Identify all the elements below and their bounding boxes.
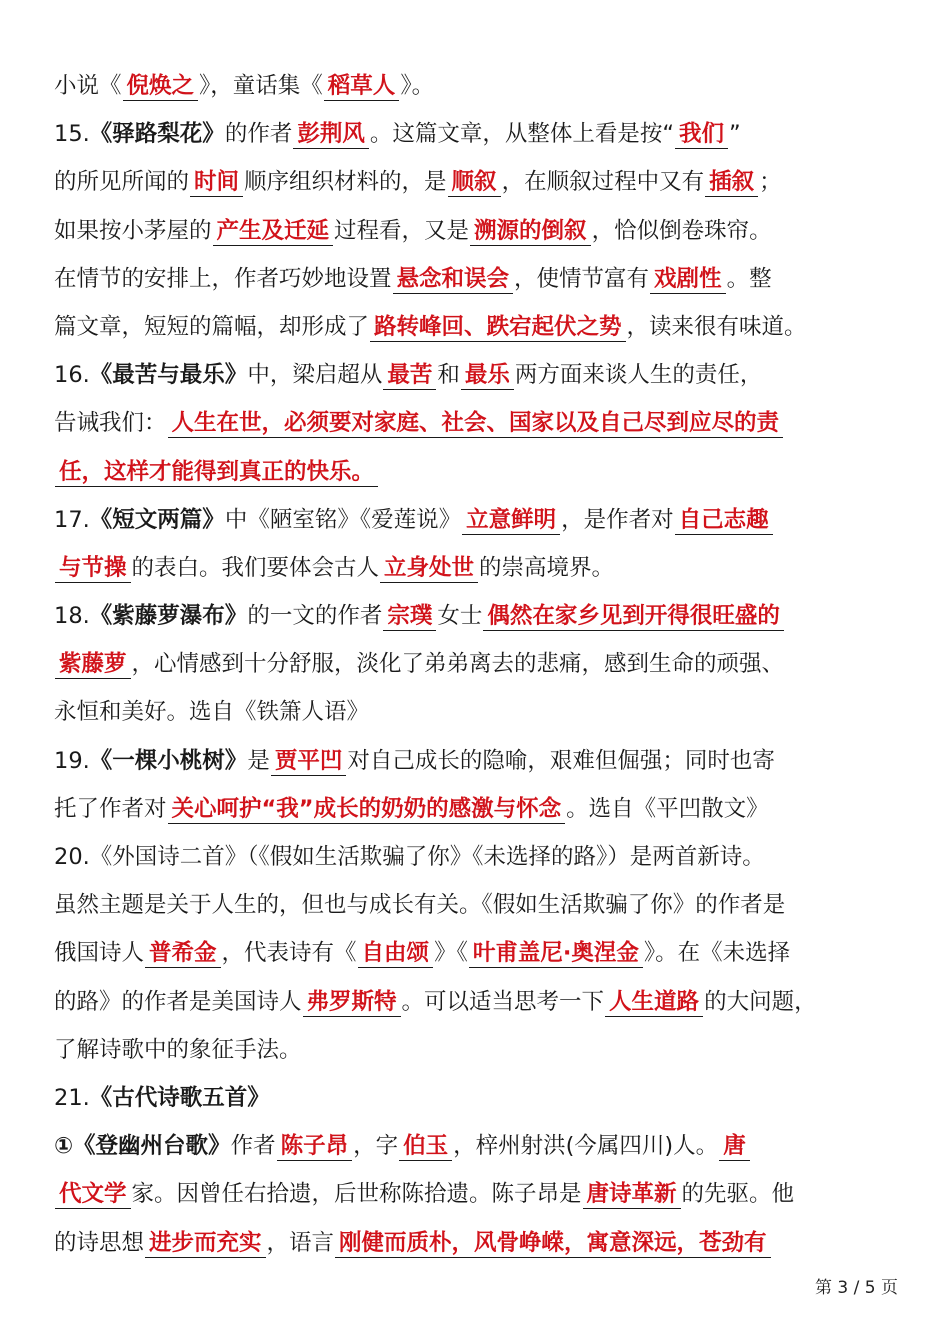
- body-text: 作者: [230, 1133, 276, 1160]
- title-text: 《紫藤萝瀑布》: [89, 603, 248, 630]
- text-line: [54, 62, 898, 110]
- text-line: [54, 688, 898, 736]
- body-text: 中，梁启超从: [247, 362, 383, 389]
- body-text: ，使情节富有: [514, 265, 650, 292]
- answer-blank: 伯玉: [399, 1132, 452, 1161]
- body-text: 19.: [54, 747, 90, 774]
- body-text: ，心情感到十分舒服，淡化了弟弟离去的悲痛，感到生命的顽强、: [131, 651, 785, 678]
- body-text: 16.: [54, 362, 90, 389]
- body-text: 18.: [54, 603, 90, 630]
- answer-blank: 与节操: [55, 554, 131, 583]
- text-line: [54, 496, 898, 544]
- body-text: 告诫我们：: [54, 410, 167, 437]
- body-text: ”: [729, 121, 741, 148]
- body-text: 永恒和美好。选自《铁箫人语》: [54, 699, 370, 726]
- body-text: 的诗思想: [54, 1229, 145, 1256]
- body-text: 17.: [54, 506, 90, 533]
- body-text: 中《陋室铭》《爱莲说》: [224, 506, 462, 533]
- body-text: 小说《: [54, 73, 122, 99]
- text-line: [54, 737, 898, 785]
- answer-blank: 立意鲜明: [462, 506, 560, 535]
- body-text: 》《: [434, 940, 468, 967]
- title-text: 《短文两篇》: [89, 506, 225, 533]
- text-line: [54, 255, 898, 303]
- text-line: [54, 207, 898, 255]
- answer-blank: 最苦: [383, 361, 436, 390]
- text-line: [54, 640, 898, 688]
- answer-blank: 人生在世，必须要对家庭、社会、国家以及自己尽到应尽的责: [168, 409, 784, 438]
- answer-blank: 唐: [719, 1132, 750, 1161]
- answer-blank: 紫藤萝: [55, 650, 131, 679]
- body-text: 两方面来谈人生的责任，: [514, 362, 763, 389]
- body-text: 21.: [54, 1084, 90, 1111]
- body-text: 20.《外国诗二首》（《假如生活欺骗了你》《未选择的路》）是两首新诗。: [54, 844, 765, 870]
- body-text: ，在顺叙过程中又有: [501, 169, 705, 196]
- text-line: [54, 978, 898, 1026]
- answer-blank: 倪焕之: [123, 72, 199, 101]
- body-text: ，字: [353, 1133, 399, 1160]
- text-line: [54, 1170, 898, 1218]
- answer-blank: 产生及迁延: [213, 217, 334, 246]
- title-text: 《驿路梨花》: [89, 121, 225, 148]
- text-line: [54, 351, 898, 399]
- body-text: ，代表诗有《: [221, 940, 357, 967]
- body-text: 的表白。我们要体会古人: [131, 554, 380, 581]
- page-number: 第 3 / 5 页: [815, 1278, 898, 1298]
- answer-blank: 自己志趣: [675, 506, 773, 535]
- answer-blank: 关心呵护“我”成长的奶奶的感激与怀念: [168, 795, 566, 824]
- body-text: 》。: [400, 73, 435, 99]
- body-text: ；: [759, 169, 782, 196]
- text-line: [54, 1219, 898, 1267]
- body-text: 过程看，又是: [334, 217, 470, 244]
- body-text: 和: [437, 362, 460, 389]
- body-text: 托了作者对: [54, 795, 167, 822]
- answer-blank: 人生道路: [605, 988, 703, 1017]
- answer-blank: 唐诗革新: [583, 1180, 681, 1209]
- answer-blank: 叶甫盖尼·奥涅金: [469, 939, 643, 968]
- answer-blank: 溯源的倒叙: [470, 217, 591, 246]
- text-line: [54, 110, 898, 158]
- text-line: [54, 448, 898, 496]
- body-text: 》，童话集《: [199, 73, 323, 99]
- answer-blank: 代文学: [55, 1180, 131, 1209]
- answer-blank: 我们: [675, 120, 728, 149]
- body-text: 俄国诗人: [54, 940, 145, 967]
- text-line: [54, 833, 898, 881]
- body-text: 的作者: [224, 121, 293, 148]
- body-text: 。可以适当思考一下: [401, 988, 605, 1015]
- answer-blank: 顺叙: [448, 168, 501, 197]
- body-text: 如果按小茅屋的: [54, 217, 212, 244]
- answer-blank: 弗罗斯特: [303, 988, 401, 1017]
- body-text: 的一文的作者: [247, 603, 383, 630]
- text-line: [54, 929, 898, 977]
- body-text: 。整: [726, 265, 772, 292]
- body-text: 》。在《未选择: [643, 940, 791, 967]
- answer-blank: 立身处世: [380, 554, 478, 583]
- answer-blank: 进步而充实: [145, 1229, 266, 1258]
- answer-blank: 时间: [190, 168, 243, 197]
- answer-blank: 陈子昂: [277, 1132, 353, 1161]
- title-text: ①《登幽州台歌》: [54, 1133, 231, 1160]
- body-text: 虽然主题是关于人生的，但也与成长有关。《假如生活欺骗了你》的作者是: [54, 892, 786, 919]
- answer-blank: 刚健而质朴，风骨峥嵘，寓意深远，苍劲有: [335, 1229, 771, 1258]
- text-line: [54, 1026, 898, 1074]
- body-text: 了解诗歌中的象征手法。: [54, 1036, 302, 1063]
- answer-blank: 悬念和误会: [393, 265, 514, 294]
- body-text: ，读来很有味道。: [626, 313, 807, 340]
- answer-blank: 稻草人: [324, 72, 400, 101]
- body-text: 。选自《平凹散文》: [566, 795, 769, 822]
- body-text: 。这篇文章，从整体上看是按“: [369, 121, 675, 148]
- body-text: 对自己成长的隐喻，艰难但倔强；同时也寄: [347, 747, 775, 774]
- answer-blank: 普希金: [145, 939, 221, 968]
- body-text: 是: [247, 747, 270, 774]
- body-text: 15.: [54, 121, 90, 148]
- body-text: ，是作者对: [561, 506, 674, 533]
- text-line: [54, 544, 898, 592]
- title-text: 《最苦与最乐》: [89, 362, 248, 389]
- body-text: 顺序组织材料的，是: [244, 169, 447, 196]
- title-text: 《古代诗歌五首》: [89, 1084, 270, 1111]
- text-line: [54, 158, 898, 206]
- body-text: 的先驱。他: [681, 1181, 795, 1208]
- text-line: [54, 592, 898, 640]
- text-line: [54, 1122, 898, 1170]
- answer-blank: 任，这样才能得到真正的快乐。: [55, 458, 378, 487]
- text-line: [54, 303, 898, 351]
- body-text: 女士: [437, 603, 483, 630]
- text-line: [54, 785, 898, 833]
- text-line: [54, 881, 898, 929]
- title-text: 《一棵小桃树》: [89, 747, 248, 774]
- answer-blank: 最乐: [461, 361, 514, 390]
- text-line: [54, 1074, 898, 1122]
- answer-blank: 戏剧性: [650, 265, 726, 294]
- body-text: 的路》的作者是美国诗人: [54, 988, 302, 1015]
- answer-blank: 偶然在家乡见到开得很旺盛的: [483, 602, 784, 631]
- text-line: [54, 399, 898, 447]
- answer-blank: 插叙: [705, 168, 758, 197]
- body-text: ，语言: [266, 1229, 335, 1256]
- body-text: 的大问题，: [704, 988, 817, 1015]
- body-text: 的所见所闻的: [54, 169, 190, 196]
- body-text: ，梓州射洪(今属四川)人。: [453, 1133, 719, 1160]
- answer-blank: 自由颂: [358, 939, 434, 968]
- body-text: 篇文章，短短的篇幅，却形成了: [54, 313, 370, 340]
- answer-blank: 路转峰回、跌宕起伏之势: [370, 313, 626, 342]
- body-text: 在情节的安排上，作者巧妙地设置: [54, 265, 392, 292]
- body-text: 家。因曾任右拾遗，后世称陈拾遗。陈子昂是: [131, 1181, 582, 1208]
- document-body: [54, 62, 898, 1267]
- body-text: 的崇高境界。: [479, 554, 615, 581]
- answer-blank: 贾平凹: [271, 747, 347, 776]
- answer-blank: 彭荆风: [293, 120, 369, 149]
- body-text: ，恰似倒卷珠帘。: [591, 217, 772, 244]
- answer-blank: 宗璞: [383, 602, 436, 631]
